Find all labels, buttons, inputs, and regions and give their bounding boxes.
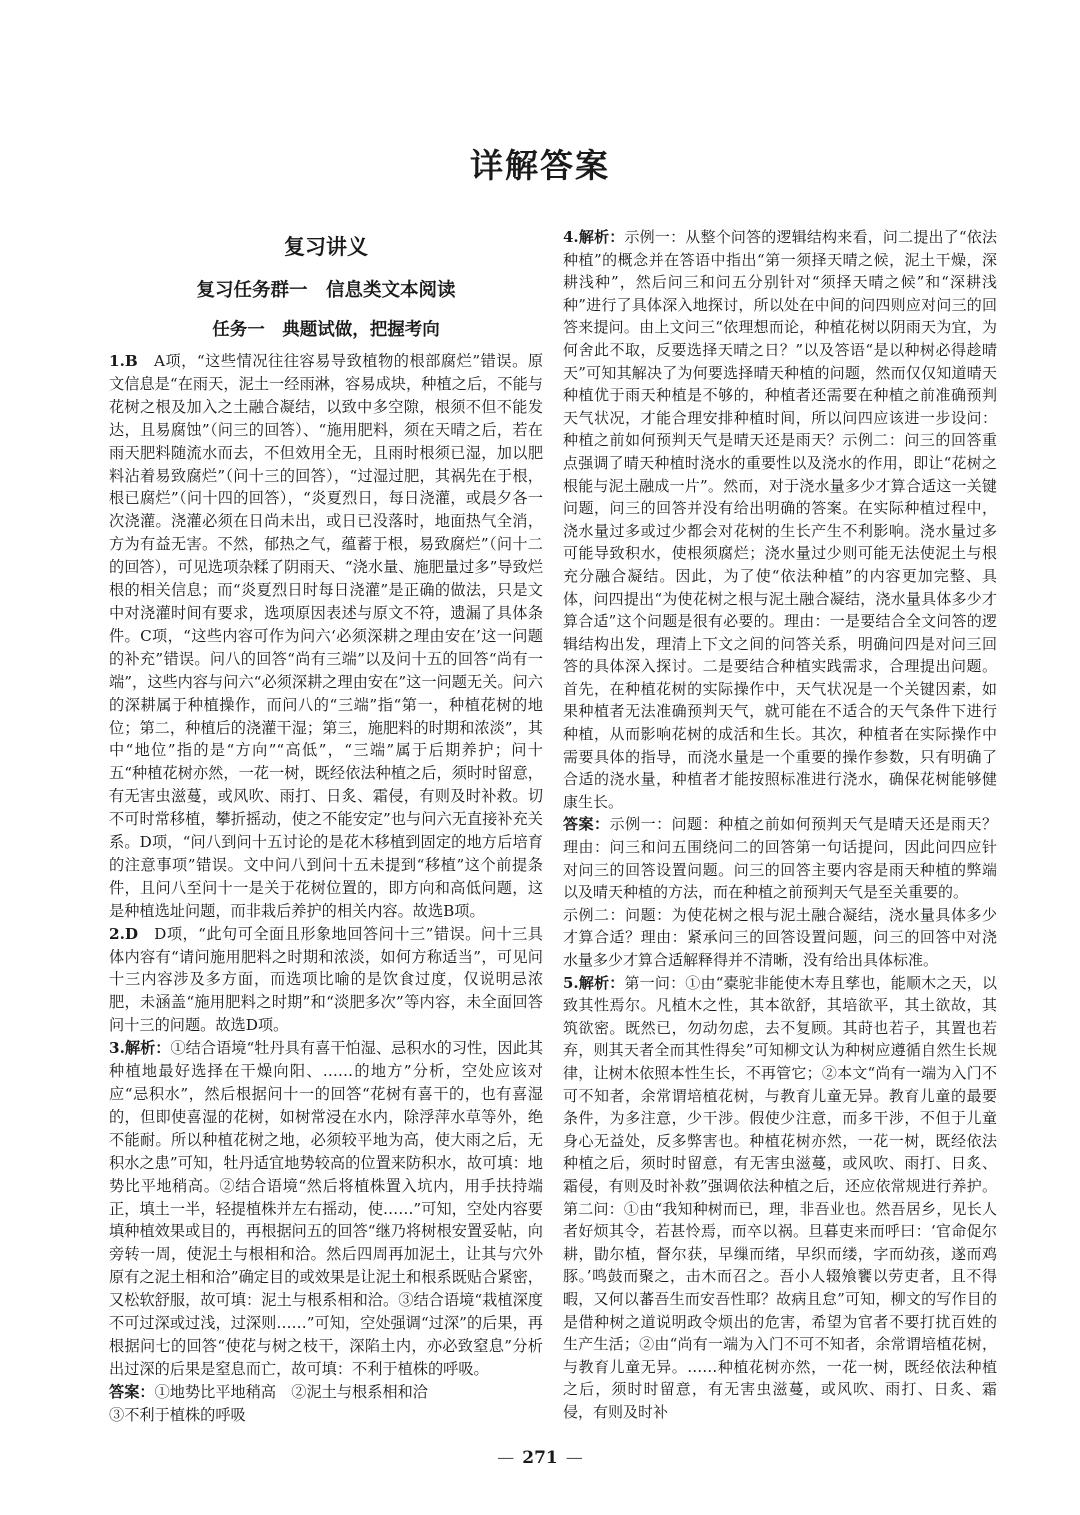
item-key: D: [124, 924, 139, 943]
item-text: ①结合语境“牡丹具有喜干怕湿、忌积水的习性，因此其种植地最好选择在干燥向阳、……的地方”分析，空处应该对应“忌积水”，然后根据问十一的回答“花树有喜干的，也有喜湿的，但即使喜湿的花树，如树常浸在水内，除浮萍水草等外，绝不能耐。所以种植花树之地，必须较平地为高，使大雨之后，无积水之患”可知，牡丹适宜地势较高的位置来防积水，故可填：地势比平地稍高。②结合语境“然后将植株置入坑内，用手扶持端正，填土一半，轻提植株并左右摇动，使……”可知，空处内容要填种植效果或目的，再根据问五的回答“继乃将树根安置妥帖，向旁转一周，使泥土与根相和洽。然后四周再加泥土，让其与穴外原有之泥土相和洽”确定目的或效果是让泥土和根系既贴合紧密，又松软舒服，故可填：泥土与根系相和洽。③结合语境“栽植深度不可过深或过浅，过深则……”可知，空处强调“过深”的后果，再根据问七的回答“使花与树之枝干，深陷土内，亦必致窒息”分析出过深的后果是窒息而亡，故可填：不利于植株的呼吸。: [109, 1039, 544, 1378]
item-number: 2.: [109, 924, 125, 943]
answer-item-3: [109, 1037, 543, 1381]
item-text: D项，“此句可全面且形象地回答问十三”错误。问十三具体内容有“请问施用肥料之时期和浓淡，如何方称适当”，可见问十三内容涉及多方面，而选项比喻的是饮食过度，仅说明忌浓肥，未涵盖“施用肥料之时期”和“淡肥多次”等内容，未全面回答问十三的问题。故选D项。: [109, 924, 543, 1035]
item-key: 解析：: [578, 228, 625, 246]
item-text: 第一问：①由“橐驼非能使木寿且孳也，能顺木之天，以致其性焉尔。凡植木之性，其本欲舒，其培欲平，其土欲故，其筑欲密。既然已，勿动勿虑，去不复顾。其莳也若子，其置也若弃，则其天者全而其性得矣”可知柳文认为种树应遵循自然生长规律，让树木依照本性生长，不再管它；②本文“尚有一端为入门不可不知者，余常谓培植花树，与教育儿童无异。教育儿童的最要条件，为多注意，少干涉。假使少注意，而多干涉，不但于儿童身心无益处，反多弊害也。种植花树亦然，一花一树，既经依法种植之后，须时时留意，有无害虫滋蔓，或风吹、雨打、日炙、霜侵，有则及时补救”强调依法种植之后，还应依常规进行养护。第二问：①由“我知种树而已，理，非吾业也。然吾居乡，见长人者好烦其令，若甚怜焉，而卒以祸。旦暮吏来而呼曰：‘官命促尔耕，勖尔植，督尔获，早缫而绪，早织而缕，字而幼孩，遂而鸡豚。’鸣鼓而聚之，击木而召之。吾小人辍飧饔以劳吏者，且不得暇，又何以蕃吾生而安吾性耶？故病且怠”可知，柳文的写作目的是借种树之道说明政令烦出的危害，希望为官者不要打扰百姓的生产生活；②由“尚有一端为入门不可不知者，余常谓培植花树，与教育儿童无异。……种植花树亦然，一花一树，既经依法种植之后，须时时留意，有无害虫滋蔓，或风吹、雨打、日炙、霜侵，有则及时补: [563, 973, 997, 1421]
footer-dash-left: —: [497, 1448, 515, 1468]
page-number: 271: [522, 1448, 558, 1468]
item-number: 3.: [109, 1039, 125, 1058]
section-title: 复习讲义: [284, 235, 368, 259]
group-title: 复习任务群一 信息类文本阅读: [196, 280, 456, 301]
item-number: 5.: [563, 973, 579, 992]
left-column: [109, 228, 543, 1427]
answer-text: ①地势比平地稍高 ②泥土与根系相和洽: [154, 1382, 428, 1401]
answer-text-2: ③不利于植株的呼吸: [109, 1405, 246, 1424]
page-footer: [0, 1448, 1080, 1468]
item-key: 解析：: [578, 973, 625, 992]
item-text: A项，“这些情况往往容易导致植物的根部腐烂”错误。原文信息是“在雨天，泥土一经雨淋，容易成块，种植之后，不能与花树之根及加入之土融合凝结，以致中多空隙，根须不但不能发达，且易腐蚀”（问三的回答）、“施用肥料，须在天晴之后，若在雨天肥料随流水而去，不但效用全无，且雨时根须已湿，加以肥料沾着易致腐烂”（问十三的回答），“过湿过肥，其祸先在于根，根已腐烂”（问十四的回答），“炎夏烈日，每日浇灌，或晨夕各一次浇灌。浇灌必须在日尚未出，或日已没落时，地面热气全消，方为有益无害。不然，郁热之气，蕴蓄于根，易致腐烂”（问十二的回答），可见选项杂糅了阴雨天、“浇水量、施肥量过多”导致烂根的相关信息；而“炎夏烈日时每日浇灌”是正确的做法，只是文中对浇灌时间有要求，选项原因表述与原文不符，遗漏了具体条件。C项，“这些内容可作为问六‘必须深耕之理由安在’这一问题的补充”错误。问八的回答“尚有三端”以及问十五的回答“尚有一端”，这些内容与问六“必须深耕之理由安在”这一问题无关。问六的深耕属于种植操作，而问八的“三端”指“第一，种植花树的地位；第二，种植后的浇灌干湿；第三，施肥料的时期和浓淡”，其中“地位”指的是“方向”“高低”，“三端”属于后期养护；问十五“种植花树亦然，一花一树，既经依法种植之后，须时时留意，有无害虫滋蔓，或风吹、雨打、日炙、霜侵，有则及时补救。切不可时常移植，攀折摇动，使之不能安定”也与问六无直接补充关系。D项，“问八到问十五讨论的是花木移植到固定的地方后培育的注意事项”错误。文中问八到问十五未提到“移植”这个前提条件，且问八至问十一是关于花树位置的，即方向和高低问题，这是种植选址问题，而非栽后养护的相关内容。故选B项。: [109, 352, 544, 920]
answer-text-2: 示例二：问题：为使花树之根与泥土融合凝结，浇水量具体多少才算合适？理由：紧承问三的回答设置问题，问三的回答中对浇水量多少才算合适解释得并不清晰，没有给出具体标准。: [563, 905, 997, 969]
answer-block-4: [563, 813, 997, 971]
task-title: 任务一 典题试做，把握考向: [212, 320, 440, 340]
answer-text: 示例一：问题：种植之前如何预判天气是晴天还是雨天？理由：问三和问五围绕问二的回答第一句话提问，因此问四应针对问三的回答设置问题。问三的回答主要内容是雨天种植的弊端以及晴天种植的方法，而在种植之前预判天气是至关重要的。: [563, 815, 997, 902]
page-title: 详解答案: [470, 146, 610, 185]
answer-label: 答案：: [109, 1382, 155, 1401]
answer-item-4: [563, 226, 997, 813]
answer-block-3: [109, 1381, 543, 1427]
item-key: 解析：: [124, 1039, 171, 1058]
footer-dash-right: —: [565, 1448, 583, 1468]
item-number: 4.: [563, 228, 579, 246]
right-column: [563, 226, 997, 1423]
answer-label: 答案：: [563, 815, 610, 834]
item-number: 1.: [109, 352, 125, 370]
answer-item-1: [109, 350, 543, 923]
answer-item-2: [109, 923, 543, 1038]
answer-item-5: [563, 972, 997, 1424]
item-text: 示例一：从整个问答的逻辑结构来看，问二提出了“依法种植”的概念并在答语中指出“第一须择天晴之候，泥土干燥，深耕浅种”，然后问三和问五分别针对“须择天晴之候”和“深耕浅种”进行了具体深入地探讨，所以处在中间的问四则应对问三的回答来提问。由上文问三“依理想而论，种植花树以阴雨天为宜，为何舍此不取，反要选择天晴之日？”以及答语“是以种树必得趁晴天”可知其解决了为何要选择晴天种植的问题，然而仅仅知道晴天种植优于雨天种植是不够的，种植者还需要在种植之前准确预判天气状况，才能合理安排种植时间，所以问四应该进一步设问：种植之前如何预判天气是晴天还是雨天？示例二：问三的回答重点强调了晴天种植时浇水的重要性以及浇水的作用，即让“花树之根能与泥土融成一片”。然而，对于浇水量多少才算合适这一关键问题，问三的回答并没有给出明确的答案。在实际种植过程中，浇水量过多或过少都会对花树的生长产生不利影响。浇水量过多可能导致积水，使根须腐烂；浇水量过少则可能无法使泥土与根充分融合凝结。因此，为了使“依法种植”的内容更加完整、具体，问四提出“为使花树之根与泥土融合凝结，浇水量具体多少才算合适”这个问题是很有必要的。理由：一是要结合全文问答的逻辑结构出发，理清上下文之间的问答关系，明确问四是对问三回答的具体深入探讨。二是要结合种植实践需求，合理提出问题。首先，在种植花树的实际操作中，天气状况是一个关键因素，如果种植者无法准确预判天气，就可能在不适合的天气条件下进行种植，从而影响花树的成活和生长。其次，种植者在实际操作中需要具体的指导，而浇水量是一个重要的操作参数，只有明确了合适的浇水量，种植者才能按照标准进行浇水，确保花树能够健康生长。: [563, 228, 997, 811]
item-key: B: [124, 352, 138, 370]
